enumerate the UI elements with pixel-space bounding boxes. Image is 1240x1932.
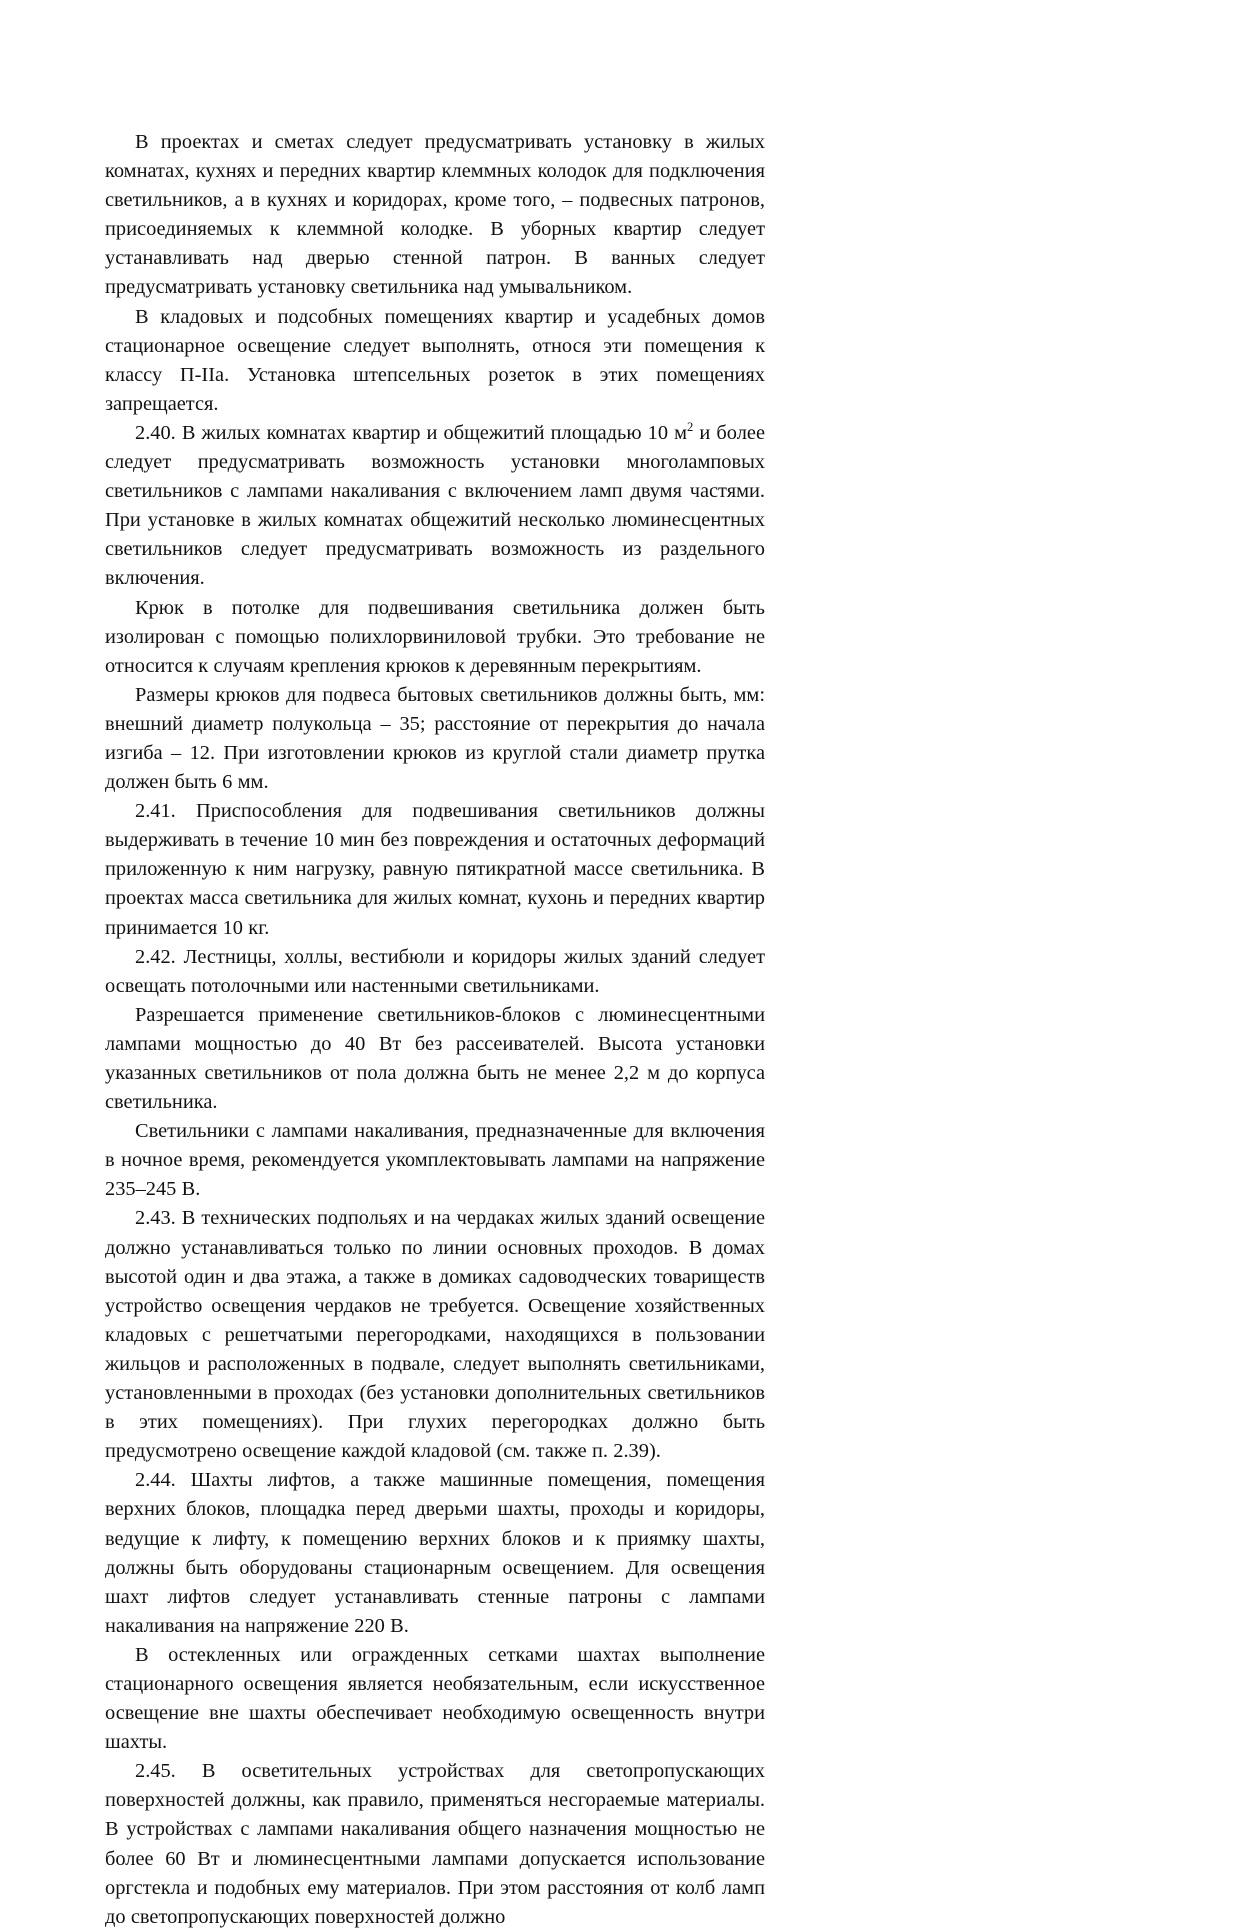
paragraph-residential-terminal-blocks: В проектах и сметах следует предусматривать установку в жилых комнатах, кухнях и передних квартир клеммных колодок для подключения светильников, а в кухнях и коридорах, кроме того, – подвесных патронов, присоединяемых к клеммной колодке. В уборных квартир следует устанавливать над дверью стенной патрон. В ванных следует предусматривать установку светильника над умывальником.: [105, 131, 765, 299]
paragraph-clause-2-45: 2.45. В осветительных устройствах для светопропускающих поверхностей должны, как правило, применяться несгораемые материалы. В устройствах с лампами накаливания общего назначения мощностью не более 60 Вт и люминесцентными лампами допускается использование оргстекла и подобных ему материалов. При этом расстояния от колб ламп до светопропускающих поверхностей должно: [105, 1760, 765, 1928]
paragraph-luminaire-blocks: Разрешается применение светильников-блоков с люминесцентными лампами мощностью до 40 Вт без рассеивателей. Высота установки указанных светильников от пола должна быть не менее 2,2 м до корпуса светильника.: [105, 1003, 765, 1114]
paragraph-ceiling-hook: Крюк в потолке для подвешивания светильника должен быть изолирован с помощью полихлорвиниловой трубки. Это требование не относится к случаям крепления крюков к деревянным перекрытиям.: [105, 596, 765, 677]
square-meter-superscript: 2: [687, 420, 694, 435]
paragraph-clause-2-43: 2.43. В технических подпольях и на чердаках жилых зданий освещение должно устанавливаться только по линии основных проходов. В домах высотой один и два этажа, а также в домиках садоводческих товариществ устройство освещения чердаков не требуется. Освещение хозяйственных кладовых с решетчатыми перегородками, находящихся в пользовании жильцов и расположенных в подвале, следует выполнять светильниками, установленными в проходах (без установки дополнительных светильников в этих помещениях). При глухих перегородках должно быть предусмотрено освещение каждой кладовой (см. также п. 2.39).: [105, 1207, 765, 1463]
paragraph-clause-2-41: 2.41. Приспособления для подвешивания светильников должны выдерживать в течение 10 мин без повреждения и остаточных деформаций приложенную к ним нагрузку, равную пятикратной массе светильника. В проектах масса светильника для жилых комнат, кухонь и передних квартир принимается 10 кг.: [105, 800, 765, 939]
paragraph-hook-dimensions: Размеры крюков для подвеса бытовых светильников должны быть, мм: внешний диаметр полукольца – 35; расстояние от перекрытия до начала изгиба – 12. При изготовлении крюков из круглой стали диаметр прутка должен быть 6 мм.: [105, 683, 765, 794]
paragraph-clause-2-44: 2.44. Шахты лифтов, а также машинные помещения, помещения верхних блоков, площадка перед дверьми шахты, проходы и коридоры, ведущие к лифту, к помещению верхних блоков и к приямку шахты, должны быть оборудованы стационарным освещением. Для освещения шахт лифтов следует устанавливать стенные патроны с лампами накаливания на напряжение 220 В.: [105, 1469, 765, 1637]
clause-2-40-text-after-superscript: и более следует предусматривать возможность установки многоламповых светильников с лампами накаливания с включением ламп двумя частями. При установке в жилых комнатах общежитий несколько люминесцентных светильников следует предусматривать возможность из раздельного включения.: [105, 421, 766, 590]
paragraph-glazed-shafts: В остекленных или огражденных сетками шахтах выполнение стационарного освещения является необязательным, если искусственное освещение вне шахты обеспечивает необходимую освещенность внутри шахты.: [105, 1643, 765, 1754]
body-text-column: [105, 128, 765, 1932]
paragraph-clause-2-42: 2.42. Лестницы, холлы, вестибюли и коридоры жилых зданий следует освещать потолочными или настенными светильниками.: [105, 945, 765, 997]
paragraph-clause-2-40: [105, 419, 765, 594]
clause-2-40-text-before-superscript: 2.40. В жилых комнатах квартир и общежитий площадью 10 м: [135, 421, 688, 444]
paragraph-storerooms-class: В кладовых и подсобных помещениях квартир и усадебных домов стационарное освещение следует выполнять, относя эти помещения к классу П-IIа. Установка штепсельных розеток в этих помещениях запрещается.: [105, 305, 765, 415]
paragraph-night-lamps: Светильники с лампами накаливания, предназначенные для включения в ночное время, рекомендуется укомплектовывать лампами на напряжение 235–245 В.: [105, 1120, 765, 1201]
